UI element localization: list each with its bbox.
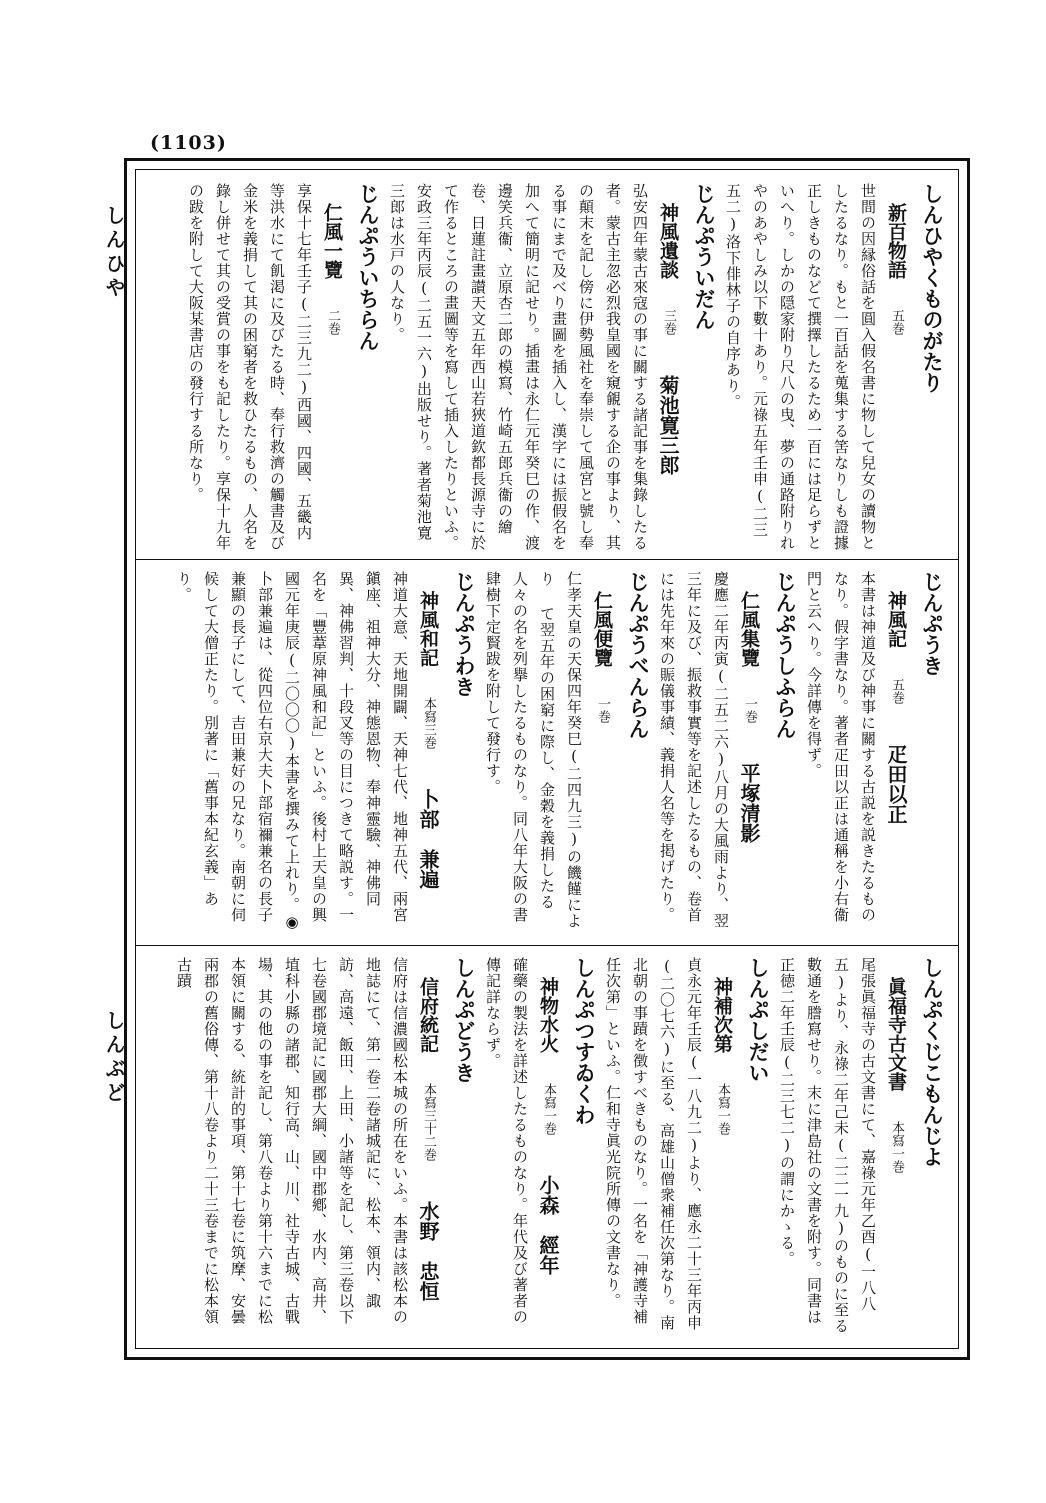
entry-title: 仁風集覽 [738, 591, 760, 667]
entry [800, 571, 947, 937]
entry-title: 仁風一覽 [321, 203, 343, 279]
entry-title-line [881, 183, 911, 551]
entry-volumes: 二巻 [325, 309, 340, 335]
side-label-bottom: しんぶど [102, 1010, 126, 1106]
entry [653, 571, 800, 937]
entry-title-line [317, 183, 347, 551]
entry-volumes: 一巻 [742, 697, 757, 723]
entry [170, 957, 479, 1337]
page-number: (1103) [150, 132, 227, 154]
entry-body: 尾張眞福寺の古文書にて、嘉祿元年乙酉(一八八五)より、永祿二年己未(二二一九)のものに至る數通を謄寫せり。末に津島社の文書を附す。同書は正徳二年壬辰(二三七二)の謂にかゝる。 [778, 957, 877, 1334]
entry [719, 183, 947, 551]
entry-title: 仁風便覽 [591, 591, 613, 667]
entry-body: 神道大意、天地開闢、天神七代、地神五代、兩宮鎭座、祖神大分、神態恩物、奉神靈驗、神佛同異、神佛習判、十段叉等の目につきて略説す。一名を「豐葦原神風和記」といふ。後村上天皇の興國元年庚辰(二〇〇〇)本書を撰みて上れり。◉卜部兼遍は、從四位右京大夫卜部宿禰兼名の長子兼顯の長子にして、吉田兼好の兄なり。南朝に伺候して大僧正たり。別著に「舊事本紀玄義」あり。 [175, 571, 409, 932]
entry-body: 弘安四年蒙古來寇の事に關する諸記事を集錄したる者。蒙古主忽必烈我皇國を窺覦する企の事より、其の顛末を記し傍に伊勢風社を奉崇して風宮と號し奉る事にまで及べり畫圖を插入し、漢字には振假名を加へて簡明に記せり。插畫は永仁元年癸巳の作、渡邊笑兵衞、立原杏二郎の模寫、竹崎五郎兵衞の繪卷、日蓮註畫讃天文五年西山若狹道欽都長源寺に於て作るところの畫圖等を寫して插入したりといふ。安政三年丙辰(二五一六)出版せり。著者菊池寛三郎は水戸の人なり。 [388, 183, 649, 551]
section-divider-2 [135, 945, 959, 946]
section-1 [147, 183, 947, 551]
entry-body: 慶應二年丙寅(二五二六)八月の大風雨より、翌三年に及び、振救事實等を記述したるもの、卷首には先年來の賑儀事績、義捐人名等を掲げたり。 [658, 571, 730, 929]
entry-body: 仁孝天皇の天保四年癸巳(二四九三)の饑饉により て翌五年の困窮に際し、金穀を義捐したる人々の名を列擧したるものなり。同八年大阪の書肆樹下定賢跋を附して發行す。 [484, 571, 583, 929]
entry-author [884, 335, 908, 375]
entry-title: 信府統記 [417, 977, 439, 1053]
entry-title: 神補次第 [711, 977, 733, 1053]
entry-heading: しんひやくものがたり [920, 183, 945, 393]
entry-heading: じんぷうわき [452, 571, 477, 697]
entry [182, 183, 383, 551]
entry-author: 小森 經年 [536, 1175, 560, 1275]
entry-title: 眞福寺古文書 [885, 977, 907, 1091]
entry-heading: しんぷどうき [452, 957, 477, 1083]
entry [773, 957, 947, 1337]
entry-heading: しんぷつすゐくわ [572, 957, 597, 1125]
entry [479, 957, 599, 1337]
entry-author [320, 335, 344, 375]
entry-heading: しんぷしだい [746, 957, 771, 1083]
entry-heading: しんぷくじこもんじよ [920, 957, 945, 1167]
entry-heading: じんぷうべんらん [626, 571, 651, 739]
entry-volumes: 本寫一巻 [715, 1083, 730, 1135]
entry-volumes: 本寫三十二巻 [421, 1083, 436, 1161]
entry-title-line [881, 957, 911, 1337]
entry-author [590, 723, 614, 763]
entry-body: 確藥の製法を詳述したるものなり。年代及び著者の傳記詳ならず。 [484, 957, 529, 1325]
entry-body: 享保十七年壬子(二三九二)西國、四國、五畿内等洪水にて飢渇に及びたる時、奉行救濟の觸書及び金米を義捐して其の困窮者を救ひたるもの、人名を錄し併せて其の受賞の事をも記したり。享保十九年の跋を附して大阪某書店の發行する所なり。 [187, 183, 313, 551]
entry-title-line [653, 183, 683, 551]
page-frame [124, 158, 970, 1360]
entry-volumes: 本寫一巻 [889, 1121, 904, 1173]
entry-body: 貞永元年壬辰(一八九二)より、應永二十三年丙申(二〇七六)に至る、高雄山僧衆補任次第なり。南北朝の事蹟を徴すべきものなり。一名を「神護寺補任次第」といふ。仁和寺眞光院所傳の文書なり。 [604, 957, 703, 1331]
entry-body: 信府は信濃國松本城の所在をいふ。本書は該松本の地誌にて、第一卷二卷諸城記に、松本、領内、諏訪、高遠、飯田、上田、小諸等を記し、第三卷以下七卷國郡境記に國郡大綱、國中郡鄕、水内、高井、埴科小縣の諸郡、知行高、山、川、社寺古城、古戰場、其の他の事を記し、第八卷より第十六までに松本領に關する、統計的事項、第十七卷に筑摩、安曇兩郡の舊俗傳、第十八卷より二十三卷までに松本領古蹟 [175, 957, 409, 1325]
entry-volumes: 三巻 [661, 309, 676, 335]
entry-title: 神風遺談 [657, 203, 679, 279]
section-divider-1 [135, 559, 959, 560]
entry-title-line [587, 571, 617, 937]
entry-volumes: 五巻 [889, 309, 904, 335]
entry-body: 世間の因縁俗話を圓入假名書に物して兒女の讀物としたるなり。もと一百話を蒐集する筈なりしも證據正しきものなどて撰擇したるため一百には足らずといへり。しかの隠家附り尺八の曳、夢の通路附りれやのあやしみ以下數十あり。元祿五年壬申(二三五二)洛下俳林子の自序あり。 [724, 183, 877, 551]
entry-author: 水野 忠恒 [416, 1201, 440, 1301]
section-2 [147, 571, 947, 937]
entry-author: 卜部 兼遍 [416, 789, 440, 889]
entry-title: 新百物語 [885, 203, 907, 279]
entry-title: 神風記 [885, 591, 907, 648]
entry [170, 571, 479, 937]
entry-author [710, 1135, 734, 1175]
entry-title-line [734, 571, 764, 937]
entry [383, 183, 719, 551]
entry-title-line [413, 957, 443, 1337]
entry-heading: じんぷうしふらん [773, 571, 798, 739]
entry-volumes: 本寫三巻 [421, 697, 436, 749]
entry-volumes: 一巻 [595, 697, 610, 723]
entry-title: 神風和記 [417, 591, 439, 667]
entry-heading: じんぷういちらん [356, 183, 381, 351]
side-label-top: しんひや [102, 205, 126, 301]
entry-author: 平塚清影 [737, 763, 761, 843]
entry [599, 957, 773, 1337]
entry [479, 571, 653, 937]
entry-author: 疋田以正 [884, 744, 908, 824]
entry-title-line [881, 571, 911, 937]
entry-author: 菊池寛三郎 [656, 375, 680, 475]
entry-volumes: 本寫一巻 [541, 1083, 556, 1135]
section-3 [147, 957, 947, 1337]
entry-volumes: 五巻 [889, 678, 904, 704]
entry-title-line [707, 957, 737, 1337]
entry-title: 神物水火 [537, 977, 559, 1053]
entry-heading: じんぷうき [920, 571, 945, 676]
entry-title-line [533, 957, 563, 1337]
entry-body: 本書は神道及び神事に關する古説を説きたるものなり。假字書なり。著者疋田以正は通稱を小右衞門と云へり。今詳傳を得ず。 [805, 571, 877, 923]
entry-heading: じんぷういだん [692, 183, 717, 330]
entry-title-line [413, 571, 443, 937]
entry-author [884, 1173, 908, 1213]
